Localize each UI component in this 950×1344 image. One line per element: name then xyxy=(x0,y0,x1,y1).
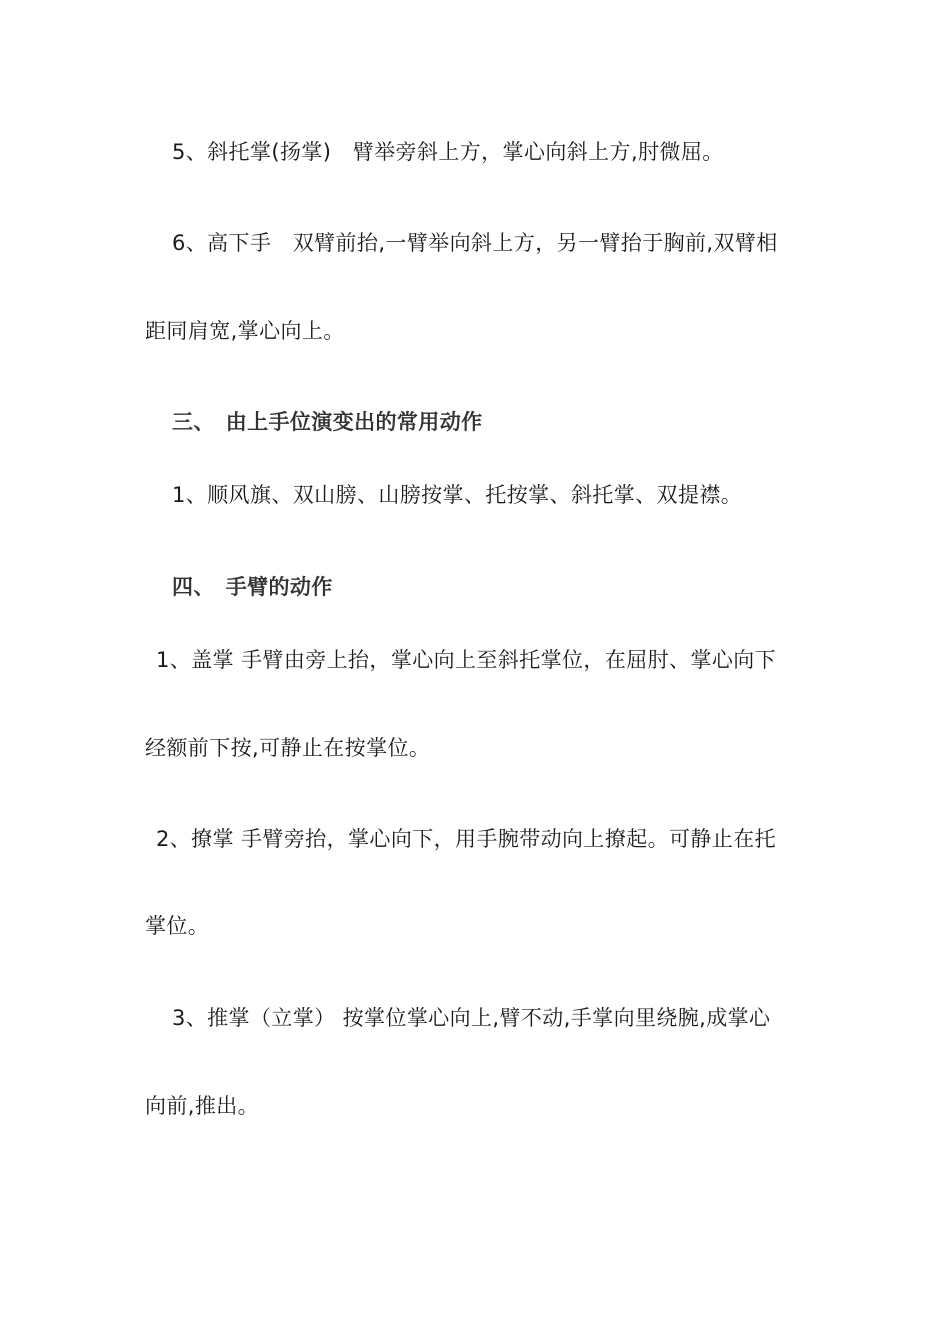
item-6-continuation: 距同肩宽,掌心向上。 xyxy=(145,319,345,343)
item-1-movements-list: 1、顺风旗、双山膀、山膀按掌、托按掌、斜托掌、双提襟。 xyxy=(172,483,743,507)
item-6-gaoxiashou: 6、高下手 双臂前抬,一臂举向斜上方，另一臂抬于胸前,双臂相 xyxy=(172,231,778,255)
item-2-liaozhang: 2、撩掌 手臂旁抬，掌心向下，用手腕带动向上撩起。可静止在托 xyxy=(156,827,777,851)
section-heading-three: 三、 由上手位演变出的常用动作 xyxy=(172,410,483,434)
item-2-continuation: 掌位。 xyxy=(145,914,210,938)
item-1-continuation: 经额前下按,可静止在按掌位。 xyxy=(145,736,431,760)
section-heading-four: 四、 手臂的动作 xyxy=(172,575,333,599)
item-3-continuation: 向前,推出。 xyxy=(145,1094,260,1118)
item-5-xietuozhang: 5、斜托掌(扬掌) 臂举旁斜上方，掌心向斜上方,肘微屈。 xyxy=(172,140,724,164)
item-3-tuizhang: 3、推掌（立掌） 按掌位掌心向上,臂不动,手掌向里绕腕,成掌心 xyxy=(172,1006,771,1030)
item-1-gaizhang: 1、盖掌 手臂由旁上抬，掌心向上至斜托掌位，在屈肘、掌心向下 xyxy=(156,648,777,672)
